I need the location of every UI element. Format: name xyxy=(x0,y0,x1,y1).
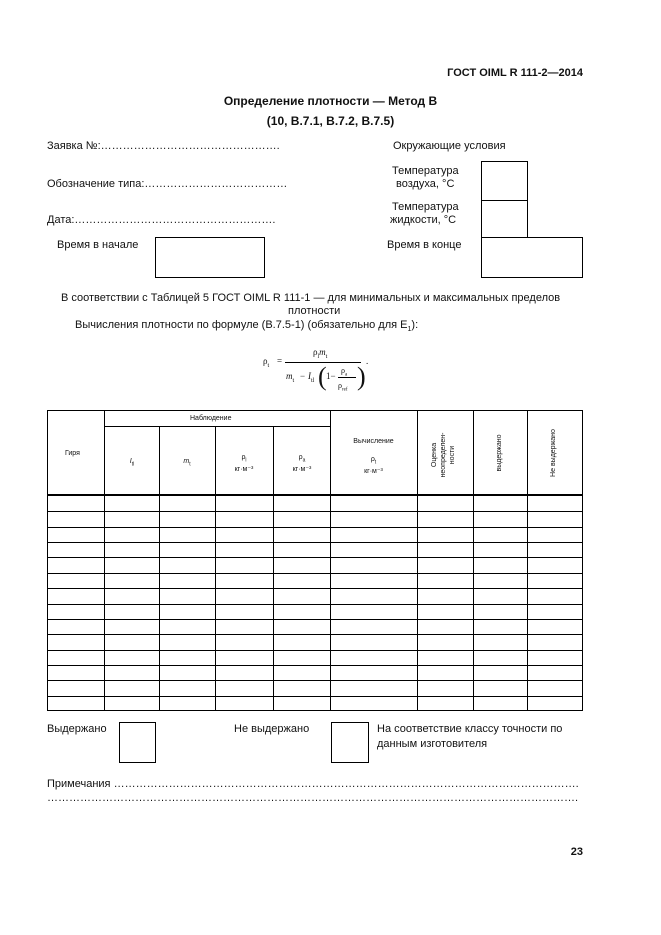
table-row xyxy=(47,527,583,528)
time-end-box[interactable] xyxy=(481,237,583,278)
time-start-box[interactable] xyxy=(155,237,265,278)
col-calc: Вычисление $\rho_t$ кг·м⁻³ xyxy=(353,438,394,476)
notes-line-2: ………………………………………………………………………………………………………………………………. xyxy=(47,792,579,804)
liquid-temp-label-1: Температура xyxy=(392,201,459,213)
air-temp-box[interactable] xyxy=(481,161,528,201)
col-weight: Гиря xyxy=(65,450,80,457)
table-row xyxy=(47,588,583,589)
table-row xyxy=(47,665,583,666)
col-obs-rhol: $\rho_l$ кг·м⁻³ xyxy=(234,454,254,474)
page-subtitle: (10, В.7.1, В.7.2, В.7.5) xyxy=(266,114,395,128)
type-field: Обозначение типа:………………………………… xyxy=(47,178,288,190)
table-row xyxy=(47,542,583,543)
conditions-title: Окружающие условия xyxy=(393,140,506,152)
reference-text-2: плотности xyxy=(288,305,341,317)
air-temp-label-1: Температура xyxy=(392,165,459,177)
liquid-temp-box[interactable] xyxy=(481,200,528,238)
time-end-label: Время в конце xyxy=(387,239,462,251)
table-row xyxy=(47,650,583,651)
page-title: Определение плотности — Метод В xyxy=(223,94,438,108)
col-obs-mt: $m_t$ xyxy=(183,458,191,468)
col-obs-itl: $I_{tl}$ xyxy=(129,458,135,468)
passed-label: Выдержано xyxy=(47,723,107,735)
liquid-temp-label-2: жидкости, °C xyxy=(390,214,457,226)
page-number: 23 xyxy=(570,846,583,858)
col-failed: Не выдержано xyxy=(550,429,557,477)
air-temp-label-2: воздуха, °C xyxy=(396,178,455,190)
table-row xyxy=(47,680,583,681)
conformity-label-2: данным изготовителя xyxy=(377,738,488,750)
date-field: Дата:………………………………………………. xyxy=(47,214,276,226)
col-passed: выдержано xyxy=(496,434,503,472)
conformity-label-1: На соответствие классу точности по xyxy=(377,723,563,735)
passed-checkbox[interactable] xyxy=(119,722,156,763)
table-row xyxy=(47,557,583,558)
table-row xyxy=(47,634,583,635)
standard-header: ГОСТ OIML R 111-2—2014 xyxy=(447,67,583,79)
calc-instruction: Вычисления плотности по формуле (В.7.5-1) (обязательно для $Е_1$): xyxy=(75,319,419,334)
table-row xyxy=(47,573,583,574)
failed-label: Не выдержано xyxy=(234,723,310,735)
table-row xyxy=(47,619,583,620)
table-row xyxy=(47,511,583,512)
table-row xyxy=(47,696,583,697)
time-start-label: Время в начале xyxy=(57,239,139,251)
table-row xyxy=(47,604,583,605)
reference-text-1: В соответствии с Таблицей 5 ГОСТ OIML R 111-1 — для минимальных и максимальных пределов xyxy=(61,292,561,304)
col-uncertainty: Оценка неопределен- ности xyxy=(431,432,456,478)
col-obs-rhoa: $\rho_a$ кг·м⁻³ xyxy=(292,454,312,474)
application-field: Заявка №:…………………………………………. xyxy=(47,140,280,152)
density-formula: $\rho_t$ = $\rho_lm_t$ $m_t$ − $I_{tl}$ ( 1− $\rho_a$ $\rho_{ref}$ ) . xyxy=(263,347,369,393)
notes-line-1: Примечания ………………………………………………………………………………………………………………. xyxy=(47,778,579,790)
col-observation: Наблюдение xyxy=(190,415,232,422)
failed-checkbox[interactable] xyxy=(331,722,369,763)
